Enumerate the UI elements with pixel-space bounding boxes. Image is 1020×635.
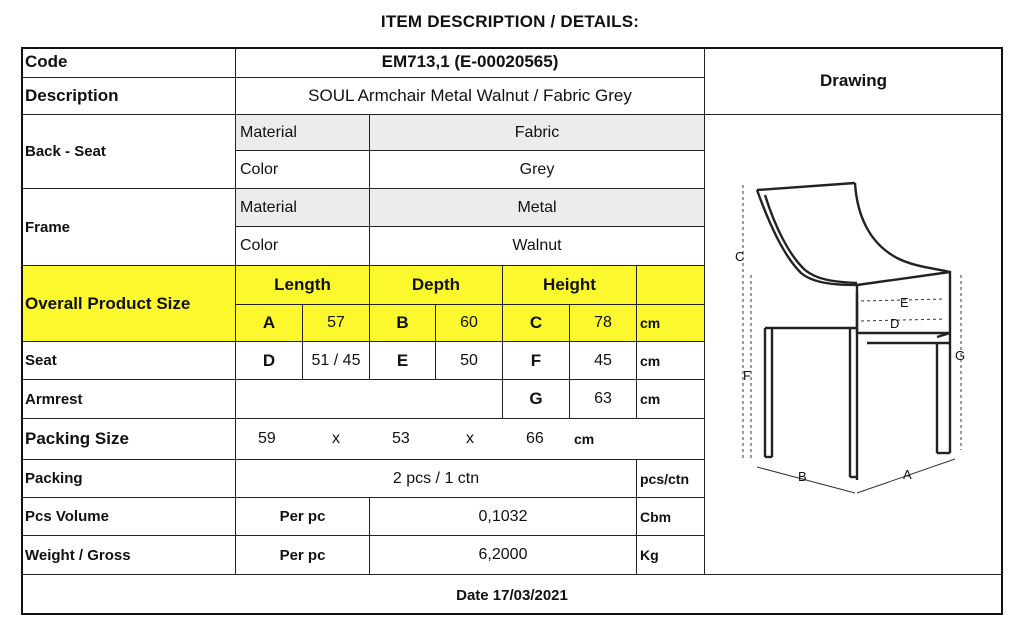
dim-e-value: 50 [436,342,503,380]
overall-unit: cm [637,305,705,342]
date-footer: Date 17/03/2021 [456,586,568,604]
description-value: SOUL Armchair Metal Walnut / Fabric Grey [236,78,705,115]
weight-label: Weight / Gross [21,536,236,575]
document-title: ITEM DESCRIPTION / DETAILS: [380,12,640,31]
frame-material-value: Metal [370,189,705,227]
back-seat-color-label: Color [236,151,370,189]
weight-unit: Kg [637,536,705,575]
dim-d-value: 51 / 45 [303,342,370,380]
packing-size-values [236,419,705,460]
frame-color-value: Walnut [370,227,705,266]
drawing-letter-c: C [735,249,745,264]
packing-size-height: 66 [526,430,544,447]
back-seat-material-value: Fabric [370,115,705,151]
back-seat-material-label: Material [236,115,370,151]
pcs-volume-unit: Cbm [637,498,705,536]
dim-d-letter: D [236,342,303,380]
code-value: EM713,1 (E-00020565) [236,47,705,78]
dim-f-value: 45 [570,342,637,380]
drawing-letter-a: A [903,467,912,482]
drawing-letter-e: E [900,295,909,310]
pcs-volume-per: Per pc [236,498,370,536]
frame-material-label: Material [236,189,370,227]
packing-size-unit: cm [574,431,595,447]
description-label: Description [21,78,236,115]
packing-size-label: Packing Size [21,419,236,460]
weight-per: Per pc [236,536,370,575]
weight-value: 6,2000 [370,536,637,575]
height-label: Height [503,266,637,305]
dim-g-value: 63 [570,380,637,419]
drawing-letter-f: F [743,368,751,383]
armrest-empty [236,380,503,419]
armrest-label: Armrest [21,380,236,419]
packing-size-x1: x [332,430,340,447]
dim-c-letter: C [503,305,570,342]
armrest-unit: cm [637,380,705,419]
dim-b-value: 60 [436,305,503,342]
back-seat-color-value: Grey [370,151,705,189]
overall-size-label: Overall Product Size [21,266,236,342]
drawing-letter-g: G [955,348,966,363]
chair-outline [757,183,950,480]
pcs-volume-value: 0,1032 [370,498,637,536]
pcs-volume-label: Pcs Volume [21,498,236,536]
drawing-label: Drawing [705,47,1003,115]
dim-c-value: 78 [570,305,637,342]
dim-f-letter: F [503,342,570,380]
dim-g-letter: G [503,380,570,419]
drawing-letter-d: D [890,316,900,331]
dim-e-letter: E [370,342,436,380]
dimension-lines [743,185,961,493]
chair-drawing [705,115,1003,575]
frame-label: Frame [21,189,236,266]
frame-color-label: Color [236,227,370,266]
packing-label: Packing [21,460,236,498]
chair-drawing-svg [705,115,1003,515]
packing-unit: pcs/ctn [637,460,705,498]
code-label: Code [21,47,236,78]
packing-value: 2 pcs / 1 ctn [236,460,637,498]
drawing-letter-b: B [798,469,807,484]
seat-unit: cm [637,342,705,380]
packing-size-depth: 53 [392,430,410,447]
overall-unit-header [637,266,705,305]
packing-size-x2: x [466,430,474,447]
dim-a-value: 57 [303,305,370,342]
depth-label: Depth [370,266,503,305]
packing-size-length: 59 [258,430,276,447]
dim-a-letter: A [236,305,303,342]
back-seat-label: Back - Seat [21,115,236,189]
seat-label: Seat [21,342,236,380]
dim-b-letter: B [370,305,436,342]
length-label: Length [236,266,370,305]
